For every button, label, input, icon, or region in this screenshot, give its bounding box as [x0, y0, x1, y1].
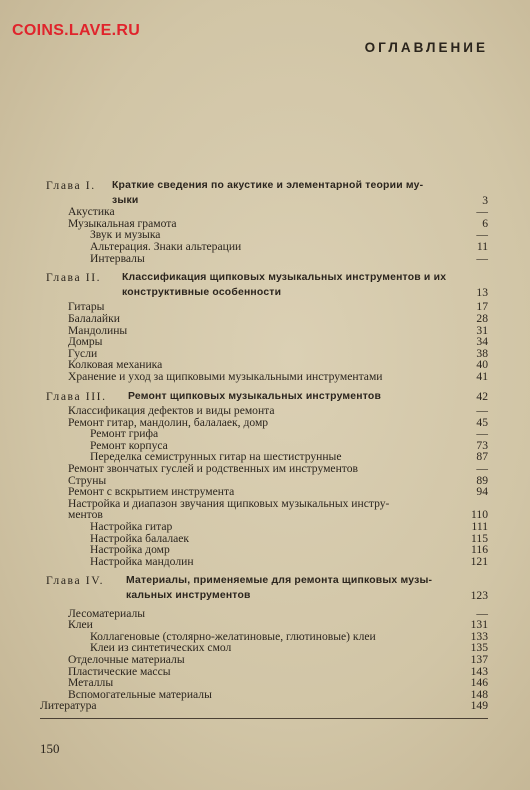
toc-page: 131 [470, 618, 488, 632]
toc-entry [40, 677, 488, 689]
toc-page: 148 [470, 687, 488, 701]
entry-title: Гитары [68, 300, 105, 314]
divider [40, 718, 488, 719]
entry-title: Балалайки [68, 311, 120, 325]
toc-entry [40, 325, 488, 337]
entry-title: Интервалы [90, 251, 145, 265]
entry-title: Ремонт звончатых гуслей и родственных им инструментов [68, 462, 358, 476]
chapter-title: Краткие сведения по акустике и элементарной теории му- [112, 180, 424, 191]
toc-page: 149 [470, 699, 488, 713]
toc-chapter [40, 575, 488, 587]
entry-title: Хранение и уход за щипковыми музыкальными инструментами [68, 369, 383, 383]
toc-page: 123 [470, 589, 488, 602]
toc-entry [40, 556, 488, 568]
toc-entry [40, 521, 488, 533]
toc-entry [40, 463, 488, 475]
toc-page: 11 [476, 239, 488, 253]
toc-page: 17 [476, 300, 488, 314]
chapter-title: Ремонт щипковых музыкальных инструментов [128, 390, 382, 402]
toc-entry [40, 371, 488, 383]
toc-page: — [476, 228, 488, 242]
chapter-label: Глава III. [46, 389, 107, 403]
toc-chapter-continued [40, 287, 488, 299]
toc-page: 94 [476, 485, 488, 499]
toc-entry [40, 336, 488, 348]
toc-page: 45 [476, 415, 488, 429]
toc-entry [40, 313, 488, 325]
entry-title: Домры [68, 335, 103, 349]
entry-title: Переделка семиструнных гитар на шестиструнные [90, 450, 342, 464]
toc-entry [40, 689, 488, 701]
toc-entry [40, 654, 488, 666]
toc-page: 6 [482, 216, 488, 230]
entry-title: Звук и музыка [90, 228, 161, 242]
entry-title: Струны [68, 473, 107, 487]
entry-title: Вспомогательные материалы [68, 687, 212, 701]
entry-title: Настройка домр [90, 543, 170, 557]
toc-page: 135 [470, 641, 488, 655]
toc-page: 40 [476, 358, 488, 372]
toc-chapter [40, 391, 488, 403]
entry-title: Литература [40, 699, 97, 713]
entry-title: Пластические массы [68, 664, 171, 678]
entry-title: Настройка мандолин [90, 554, 194, 568]
entry-title: Лесоматериалы [68, 606, 146, 620]
toc-page: 116 [471, 543, 488, 557]
toc-entry [40, 608, 488, 620]
toc-page: 31 [476, 323, 488, 337]
entry-title: Клеи [68, 618, 93, 632]
entry-title: Акустика [68, 205, 115, 219]
entry-title: Колковая механика [68, 358, 163, 372]
toc-page: 42 [476, 389, 488, 403]
toc-page: 146 [470, 676, 488, 690]
entry-title: Ремонт грифа [90, 427, 159, 441]
toc-page: 89 [476, 473, 488, 487]
entry-title: Настройка и диапазон звучания щипковых музыкальных инстру- [68, 496, 390, 510]
entry-title: Клеи из синтетических смол [90, 641, 232, 655]
toc-page: — [476, 462, 488, 476]
toc-entry [40, 700, 488, 712]
toc-entry [40, 405, 488, 417]
toc-page: — [476, 251, 488, 265]
toc-page: 13 [476, 285, 488, 299]
chapter-label: Глава II. [46, 271, 102, 285]
chapter-title: кальных инструментов [126, 590, 251, 601]
toc-page: 111 [471, 520, 488, 534]
toc-entry [40, 498, 488, 510]
toc-page: 110 [471, 508, 488, 522]
entry-title: Классификация дефектов и виды ремонта [68, 404, 275, 418]
toc-chapter [40, 180, 488, 192]
entry-title: Металлы [68, 676, 114, 690]
page-number: 150 [40, 741, 60, 756]
entry-title: Ремонт гитар, мандолин, балалаек, домр [68, 415, 269, 429]
entry-title: Ремонт с вскрытием инструмента [68, 485, 235, 499]
toc-page: 38 [476, 346, 488, 360]
toc-chapter [40, 272, 488, 284]
toc-page: 34 [476, 335, 488, 349]
toc-page: 121 [470, 554, 488, 568]
toc-page: 3 [482, 193, 488, 207]
toc-chapter-continued [40, 590, 488, 602]
entry-title: Музыкальная грамота [68, 216, 177, 230]
watermark: COINS.LAVE.RU [12, 22, 141, 39]
entry-title: Отделочные материалы [68, 652, 185, 666]
toc-page: 115 [471, 531, 488, 545]
toc-page: — [476, 205, 488, 219]
chapter-title: зыки [112, 194, 139, 206]
chapter-title: Материалы, применяемые для ремонта щипковых музы- [126, 575, 433, 587]
entry-title: Настройка гитар [90, 520, 173, 534]
toc-page: 133 [470, 629, 488, 643]
entry-title: Ремонт корпуса [90, 438, 168, 452]
toc-page: 41 [476, 369, 488, 383]
toc-page: — [476, 427, 488, 441]
toc-page: 137 [470, 652, 488, 666]
toc-page: 73 [476, 438, 488, 452]
chapter-label: Глава IV. [46, 574, 105, 588]
chapter-label: Глава I. [46, 179, 96, 192]
toc-page: 143 [470, 664, 488, 678]
chapter-title: конструктивные особенности [122, 286, 282, 298]
toc-page: — [476, 404, 488, 418]
entry-title: Мандолины [68, 323, 128, 337]
table-of-contents [40, 180, 488, 712]
toc-entry [40, 241, 488, 253]
entry-title: Настройка балалаек [90, 531, 190, 545]
toc-page: 87 [476, 450, 488, 464]
entry-title: Гусли [68, 346, 98, 360]
entry-title: Альтерация. Знаки альтерации [90, 239, 242, 253]
entry-title: ментов [68, 508, 103, 522]
chapter-title: Классификация щипковых музыкальных инструментов и их [122, 272, 447, 284]
toc-entry [40, 253, 488, 265]
entry-title: Коллагеновые (столярно-желатиновые, глютиновые) клеи [90, 629, 376, 643]
toc-page: — [476, 606, 488, 620]
page-title: ОГЛАВЛЕНИЕ [364, 40, 488, 55]
toc-page: 28 [476, 311, 488, 325]
